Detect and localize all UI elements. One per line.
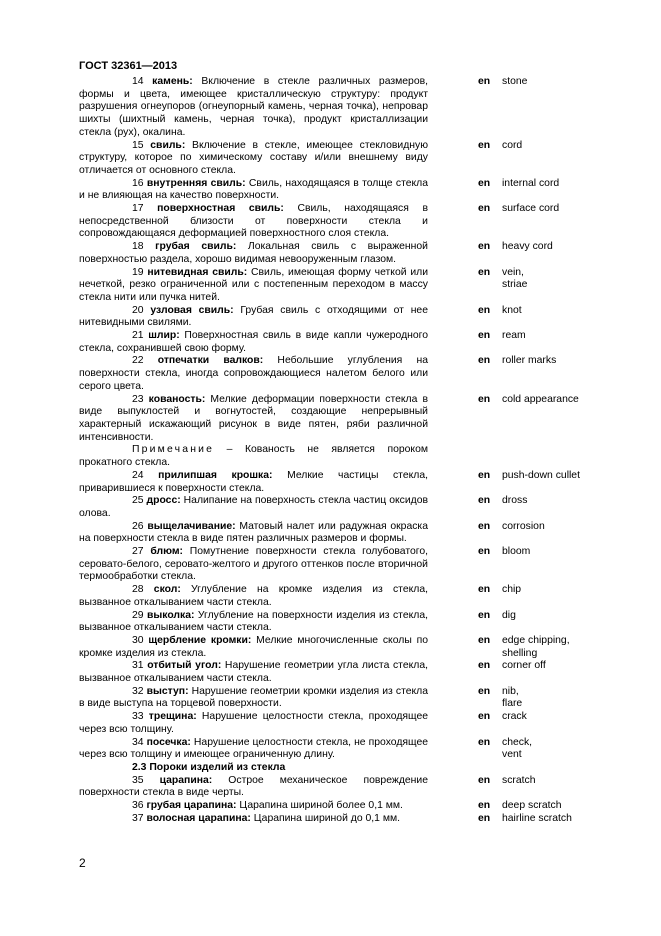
term-name: выщелачивание:: [147, 520, 236, 532]
en-language-tag: en: [478, 76, 491, 87]
term-definition: [79, 470, 428, 495]
en-language-tag: en: [478, 800, 491, 812]
term-number: 31: [132, 660, 148, 672]
term-number: 26: [132, 520, 148, 532]
en-language-tag: en: [478, 355, 491, 367]
term-name: посечка:: [146, 736, 191, 748]
term-list: [79, 76, 599, 825]
term-definition: [79, 737, 428, 762]
term-name: волосная царапина:: [146, 812, 251, 824]
term-number: 22: [132, 355, 158, 367]
term-text: Нарушение целостности стекла, не проходящее через всю толщину и имеющее ограниченную длину.: [79, 736, 428, 761]
term-text: Острое механическое повреждение поверхности стекла в виде черты.: [79, 774, 428, 799]
term-number: 15: [132, 139, 151, 151]
english-equivalent: vein, striae: [502, 266, 528, 291]
term-name: внутренняя свиль:: [146, 177, 246, 189]
term-number: 35: [132, 774, 160, 786]
term-entry: [79, 394, 599, 445]
en-language-tag: en: [478, 736, 491, 748]
term-number: 36: [132, 800, 147, 812]
term-text: Мелкие частицы стекла, приварившиеся к поверхности стекла.: [79, 469, 428, 494]
term-definition: [79, 394, 428, 445]
en-language-tag: en: [478, 584, 491, 596]
term-entry: [79, 800, 599, 813]
term-text: Матовый налет или радужная окраска на поверхности стекла в виде пятен различных размеров и формы.: [79, 520, 428, 545]
term-entry: [79, 470, 599, 495]
english-equivalent: bloom: [502, 546, 531, 558]
term-entry: [79, 521, 599, 546]
note: [79, 444, 428, 469]
term-number: 21: [132, 330, 149, 342]
english-equivalent: scratch: [502, 774, 536, 786]
term-name: дросс:: [146, 495, 181, 507]
en-language-tag: en: [478, 139, 491, 151]
term-number: 32: [132, 685, 147, 697]
term-number: 24: [132, 469, 159, 481]
term-definition: [79, 813, 428, 826]
term-name: блюм:: [150, 546, 183, 558]
en-language-tag: en: [478, 609, 491, 621]
term-text: Налипание на поверхность стекла частиц оксидов олова.: [79, 495, 429, 519]
term-text: Нарушение геометрии кромки изделия из стекла в виде выступа на торцевой поверхности.: [79, 685, 428, 710]
english-equivalent: internal cord: [502, 177, 560, 189]
term-entry: [79, 813, 599, 826]
term-entry: [79, 203, 599, 241]
en-language-tag: en: [478, 495, 491, 507]
term-name: грубая царапина:: [146, 800, 237, 812]
term-definition: [79, 584, 428, 609]
english-equivalent: crack: [502, 711, 527, 723]
page-number: 2: [79, 856, 86, 870]
term-text: Помутнение поверхности стекла голубоватого, серовато-белого, серовато-желтого и другого оттенков после вторичной термообработки стекла.: [79, 546, 428, 583]
term-name: камень:: [152, 76, 193, 87]
en-language-tag: en: [478, 393, 491, 405]
term-entry: [79, 305, 599, 330]
term-name: нитевидная свиль:: [147, 266, 248, 278]
term-name: свиль:: [150, 139, 186, 151]
term-definition: [79, 203, 428, 241]
term-text: Мелкие многочисленные сколы по кромке изделия из стекла.: [79, 634, 428, 659]
term-definition: [79, 495, 428, 520]
term-number: 34: [132, 736, 147, 748]
document-header: ГОСТ 32361—2013: [79, 60, 178, 72]
en-language-tag: en: [478, 266, 491, 278]
term-number: 28: [132, 584, 154, 596]
english-equivalent: roller marks: [502, 355, 557, 367]
en-language-tag: en: [478, 812, 491, 824]
term-entry: [79, 610, 599, 635]
english-equivalent: stone: [502, 76, 528, 87]
term-number: 17: [132, 203, 158, 215]
term-text: Углубление на поверхности изделия из стекла, вызванное откалыванием части стекла.: [79, 609, 428, 634]
english-equivalent: deep scratch: [502, 800, 562, 812]
note-label: Примечание: [132, 444, 215, 456]
term-number: 27: [132, 546, 151, 558]
en-language-tag: en: [478, 685, 491, 697]
en-language-tag: en: [478, 546, 491, 558]
term-name: отпечатки валков:: [157, 355, 264, 367]
term-definition: [79, 686, 428, 711]
term-text: Включение в стекле различных размеров, формы и цвета, имеющее кристаллическую структуру: продукт разрушения огнеупоров (огнеупорный камень, черная точка), непровар шихты (шихтный камень, черная точка), продукт кристаллизации стекла (рух), окалина.: [79, 76, 429, 138]
en-language-tag: en: [478, 469, 491, 481]
term-name: грубая свиль:: [155, 241, 237, 253]
term-name: выступ:: [146, 685, 189, 697]
term-name: кованость:: [148, 393, 206, 405]
term-text: Грубая свиль с отходящими от нее нитевидными свилями.: [79, 304, 428, 329]
term-entry: [79, 546, 599, 584]
term-definition: [79, 546, 428, 584]
term-definition: [79, 711, 428, 736]
term-definition: [79, 267, 428, 305]
english-equivalent: check, vent: [502, 736, 533, 761]
term-entry: [79, 241, 599, 266]
term-entry: [79, 775, 599, 800]
en-language-tag: en: [478, 241, 491, 253]
term-number: 14: [132, 76, 153, 87]
term-text: Свиль, находящаяся в непосредственной близости от поверхности стекла и сопровождающаяся деформацией поверхностного слоя стекла.: [79, 203, 428, 240]
note-text: – Кованость не является пороком прокатного стекла.: [79, 444, 428, 469]
term-definition: [79, 140, 428, 178]
term-number: 20: [132, 304, 151, 316]
term-entry: [79, 495, 599, 520]
term-definition: [79, 241, 428, 266]
term-number: 37: [132, 812, 147, 824]
term-entry: [79, 660, 599, 685]
term-name: щербление кромки:: [148, 634, 252, 646]
term-entry: [79, 635, 599, 660]
english-equivalent: corrosion: [502, 520, 545, 532]
term-entry: [79, 178, 599, 203]
english-equivalent: surface cord: [502, 203, 560, 215]
term-entry: [79, 584, 599, 609]
english-equivalent: cord: [502, 139, 523, 151]
term-number: 19: [132, 266, 148, 278]
term-number: 25: [132, 495, 147, 507]
term-entry: [79, 140, 599, 178]
term-name: трещина:: [148, 711, 197, 723]
term-number: 18: [132, 241, 156, 253]
term-text: Небольшие углубления на поверхности стекла, иногда сопровождающиеся налетом белого или серого цвета.: [79, 355, 428, 392]
term-entry: [79, 267, 599, 305]
term-name: поверхностная свиль:: [157, 203, 284, 215]
term-number: 16: [132, 177, 147, 189]
term-text: Поверхностная свиль в виде капли чужеродного стекла, сохранившей свою форму.: [79, 330, 429, 354]
en-language-tag: en: [478, 660, 491, 672]
en-language-tag: en: [478, 774, 491, 786]
en-language-tag: en: [478, 520, 491, 532]
term-definition: [79, 610, 428, 635]
en-language-tag: en: [478, 304, 491, 316]
english-equivalent: dross: [502, 495, 528, 507]
term-text: Локальная свиль с выраженной поверхностью раздела, хорошо видимая невооруженным глазом.: [79, 241, 428, 265]
term-definition: [79, 178, 428, 203]
english-equivalent: push-down cullet: [502, 469, 580, 481]
term-text: Включение в стекле, имеющее стекловидную структуру, которое по химическому составу и/или внешнему виду отличается от основного стекла.: [79, 139, 428, 176]
term-text: Свиль, находящаяся в толще стекла и не влияющая на качество поверхности.: [79, 177, 428, 202]
term-name: скол:: [153, 584, 181, 596]
term-definition: [79, 330, 428, 355]
english-equivalent: chip: [502, 584, 522, 596]
en-language-tag: en: [478, 203, 491, 215]
term-text: Мелкие деформации поверхности стекла в виде выпуклостей и вогнутостей, создающие непрерывный характерный искажающий рисунок в виде пятен, ряби различной интенсивности.: [79, 393, 428, 443]
english-equivalent: cold appearance: [502, 393, 579, 405]
en-language-tag: en: [478, 711, 491, 723]
term-name: прилипшая крошка:: [158, 469, 273, 481]
term-definition: [79, 775, 428, 800]
english-equivalent: nib, flare: [502, 685, 523, 710]
term-definition: [79, 635, 428, 660]
term-name: узловая свиль:: [150, 304, 234, 316]
english-equivalent: edge chipping, shelling: [502, 634, 570, 659]
english-equivalent: heavy cord: [502, 241, 553, 253]
term-entry: [79, 737, 599, 762]
term-name: шлир:: [148, 330, 180, 342]
term-entry: [79, 330, 599, 355]
term-number: 30: [132, 634, 149, 646]
term-text: Нарушение геометрии угла листа стекла, вызванное откалыванием части стекла.: [79, 660, 428, 685]
term-definition: [79, 521, 428, 546]
term-name: царапина:: [159, 774, 213, 786]
term-text: Углубление на кромке изделия из стекла, вызванное откалыванием части стекла.: [79, 584, 428, 608]
english-equivalent: corner off: [502, 660, 546, 672]
term-text: Царапина шириной более 0,1 мм.: [236, 800, 403, 812]
term-number: 23: [132, 393, 149, 405]
term-text: Царапина шириной до 0,1 мм.: [250, 812, 400, 824]
term-definition: [79, 800, 428, 813]
section-heading: 2.3 Пороки изделий из стекла: [132, 761, 286, 773]
en-language-tag: en: [478, 177, 491, 189]
english-equivalent: knot: [502, 304, 522, 316]
term-entry: [79, 355, 599, 393]
english-equivalent: hairline scratch: [502, 812, 572, 824]
term-text: Свиль, имеющая форму четкой или нечеткой, резко ограниченной или с постепенным переходом в массу стекла нити или пучка нитей.: [79, 266, 429, 303]
term-definition: [79, 76, 428, 140]
term-definition: [79, 660, 428, 685]
term-name: отбитый угол:: [147, 660, 222, 672]
term-entry: [79, 686, 599, 711]
term-definition: [79, 355, 428, 393]
en-language-tag: en: [478, 330, 491, 342]
term-number: 33: [132, 711, 149, 723]
term-entry: [79, 76, 599, 140]
term-entry: [79, 711, 599, 736]
term-definition: [79, 305, 428, 330]
en-language-tag: en: [478, 634, 491, 646]
english-equivalent: ream: [502, 330, 526, 342]
term-text: Нарушение целостности стекла, проходящее через всю толщину.: [79, 711, 428, 735]
term-number: 29: [132, 609, 148, 621]
term-name: выколка:: [147, 609, 195, 621]
english-equivalent: dig: [502, 609, 516, 621]
